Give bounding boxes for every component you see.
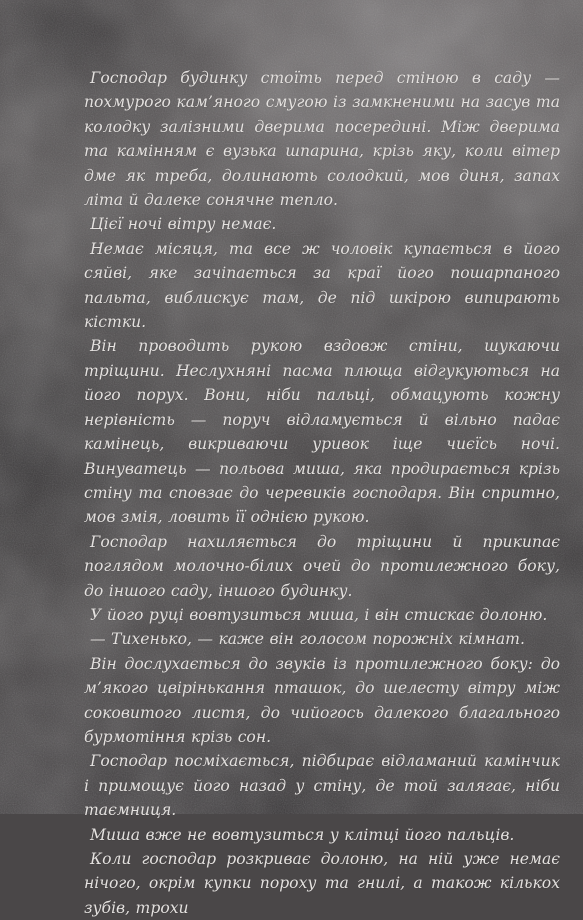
story-paragraph-11: Коли господар розкриває долоню, на ній уже немає нічого, окрім купки пороху та гнилі, а також кількох зубів, трохи (84, 850, 560, 917)
story-paragraph-8: Він дослухається до звуків із протилежного боку: до м’якого цвірінькання пташок, до шелесту вітру між соковитого листя, до чийогось далекого благального бурмотіння крізь сон. (84, 654, 560, 746)
story-paragraph-2: Цієї ночі вітру немає. (90, 215, 277, 234)
story-paragraph-1: Господар будинку стоїть перед стіною в саду — похмурого кам’яного смугою із замкненими на засув та колодку залізними дверима посередині. Між дверима та камінням є вузька шпарина, крізь яку, коли вітер дме як треба, долинають солодкий, мов диня, запах літа й далеке сонячне тепло. (84, 69, 560, 210)
story-paragraph-5: Господар нахиляється до тріщини й прикипає поглядом молочно-білих очей до протилежного боку, до іншого саду, іншого будинку. (84, 532, 560, 600)
story-paragraph-7: — Тихенько, — каже він голосом порожніх кімнат. (90, 630, 525, 649)
story-paragraph-6: У його руці вовтузиться миша, і він стискає долоню. (90, 605, 548, 624)
story-paragraph-9: Господар посміхається, підбирає відламаний камінчик і примощує його назад у стіну, де той залягає, ніби таємниця. (84, 752, 560, 820)
story-paragraph-4: Він проводить рукою вздовж стіни, шукаючи тріщини. Неслухняні пасма плюща відгукуються на його порух. Вони, ніби пальці, обмацують кожну нерівність — поруч відламується й вільно падає камінець, викриваючи уривок іще чиєїсь ночі. Винуватець — польова миша, яка продирається крізь стіну та сповзає до черевиків господаря. Він спритно, мов змія, ловить її однією рукою. (84, 337, 560, 527)
story-paragraph-10: Миша вже не вовтузиться у клітці його пальців. (90, 825, 515, 844)
story-text (84, 66, 560, 920)
story-paragraph-3: Немає місяця, та все ж чоловік купається в його сяйві, яке зачіпається за краї його пошарпаного пальта, виблискує там, де під шкірою випирають кістки. (84, 239, 560, 332)
